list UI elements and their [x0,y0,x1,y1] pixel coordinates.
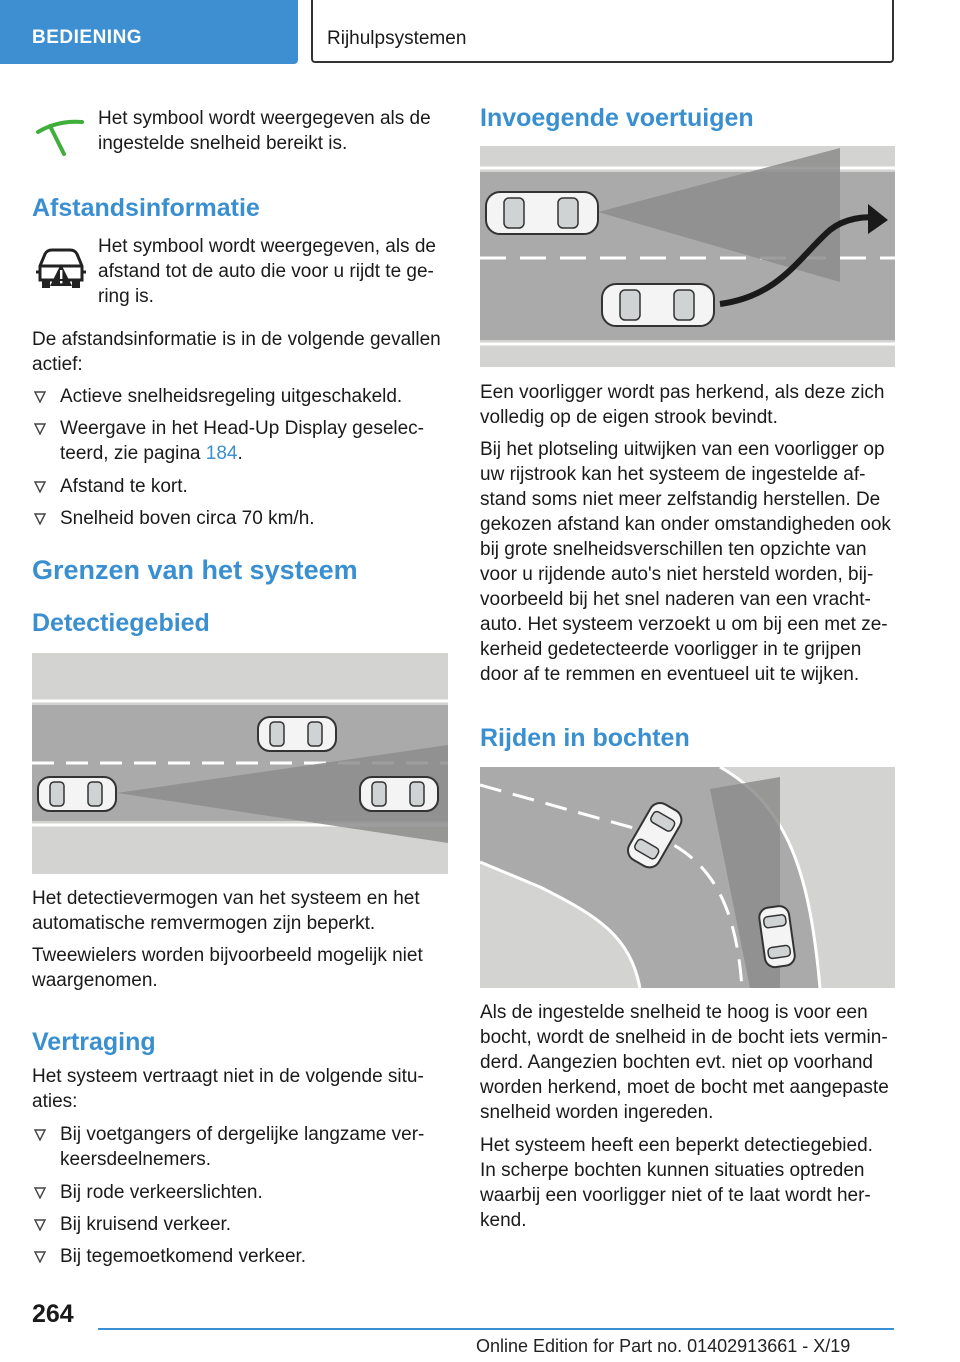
heading-bochten: Rijden in bochten [480,724,690,752]
heading-afstand: Afstandsinformatie [32,194,260,222]
footer-divider [98,1328,894,1330]
list-item: Afstand te kort. [32,474,188,499]
section-title: BEDIENING [32,27,143,48]
distance-warning-car-icon [32,240,88,296]
triangle-bullet-icon [34,1129,46,1141]
heading-grenzen: Grenzen van het systeem [32,555,358,585]
triangle-bullet-icon [34,1251,46,1263]
heading-detectie: Detectiegebied [32,609,210,637]
paragraph-bochten-1: Als de ingestelde snelheid te hoog is voor een bocht, wordt de snelheid in de bocht iets vermin- derd. Aangezien bochten evt. niet op voorhand worden herkend, moet de bocht met aangepaste snelheid worden ingereden. [480,1002,889,1123]
triangle-bullet-icon [34,513,46,525]
paragraph-vertraging: Het systeem vertraagt niet in de volgende situ- aties: [32,1066,424,1112]
triangle-bullet-icon [34,1219,46,1231]
chapter-title: Rijhulpsystemen [327,28,467,49]
merging-vehicles-figure [480,146,895,367]
list-item: Bij kruisend verkeer. [32,1212,231,1237]
triangle-bullet-icon [34,423,46,435]
list-item: Actieve snelheidsregeling uitgeschakeld. [32,384,402,409]
page-number: 264 [32,1300,74,1328]
triangle-bullet-icon [34,1187,46,1199]
curves-figure [480,767,895,988]
list-item: Bij voetgangers of dergelijke langzame ver- keersdeelnemers. [32,1122,424,1172]
paragraph-bochten-2: Het systeem heeft een beperkt detectiegebied. In scherpe bochten kunnen situaties optreden waarbij een voorligger niet of te laat wordt her- kend. [480,1135,873,1231]
symbol1-text: Het symbool wordt weergegeven als de ingestelde snelheid bereikt is. [98,108,431,154]
list-item: Weergave in het Head-Up Display geselec- teerd, zie pagina 184. [32,416,424,466]
paragraph-invoeg-2: Bij het plotseling uitwijken van een voorligger op uw rijstrook kan het systeem de ingestelde af- stand soms niet meer zelfstandig herstellen. De gekozen afstand kan onder omstandigheden ook bij grote snelheidsverschillen ten opzichte van voor u rijdende auto's niet hersteld worden, bij- voorbeeld bij het snel naderen van een vracht- auto. Het systeem verzoekt u om bij een met ze- kerheid gedetecteerde voorligger in te grijpen door af te remmen en eventueel uit te wijken. [480,439,891,685]
paragraph-detectie-2: Tweewielers worden bijvoorbeeld mogelijk niet waargenomen. [32,945,423,991]
detection-area-figure [32,653,448,874]
edition-note: Online Edition for Part no. 01402913661 - X/19 [476,1336,851,1356]
list-item: Bij rode verkeerslichten. [32,1180,263,1205]
list-item: Snelheid boven circa 70 km/h. [32,506,315,531]
speed-reached-icon [32,110,88,160]
section-tab [0,0,298,64]
triangle-bullet-icon [34,481,46,493]
symbol2-text: Het symbool wordt weergegeven, als de afstand tot de auto die voor u rijdt te ge- ring is. [98,236,436,307]
paragraph-active: De afstandsinformatie is in de volgende gevallen actief: [32,329,441,375]
heading-invoeg: Invoegende voertuigen [480,104,754,132]
paragraph-detectie-1: Het detectievermogen van het systeem en het automatische remvermogen zijn beperkt. [32,888,420,934]
list-item: Bij tegemoetkomend verkeer. [32,1244,306,1269]
paragraph-invoeg-1: Een voorligger wordt pas herkend, als deze zich volledig op de eigen strook bevindt. [480,382,885,428]
triangle-bullet-icon [34,391,46,403]
chapter-box [311,0,894,63]
heading-vertraging: Vertraging [32,1028,156,1056]
page-reference-link[interactable]: 184 [205,443,238,464]
